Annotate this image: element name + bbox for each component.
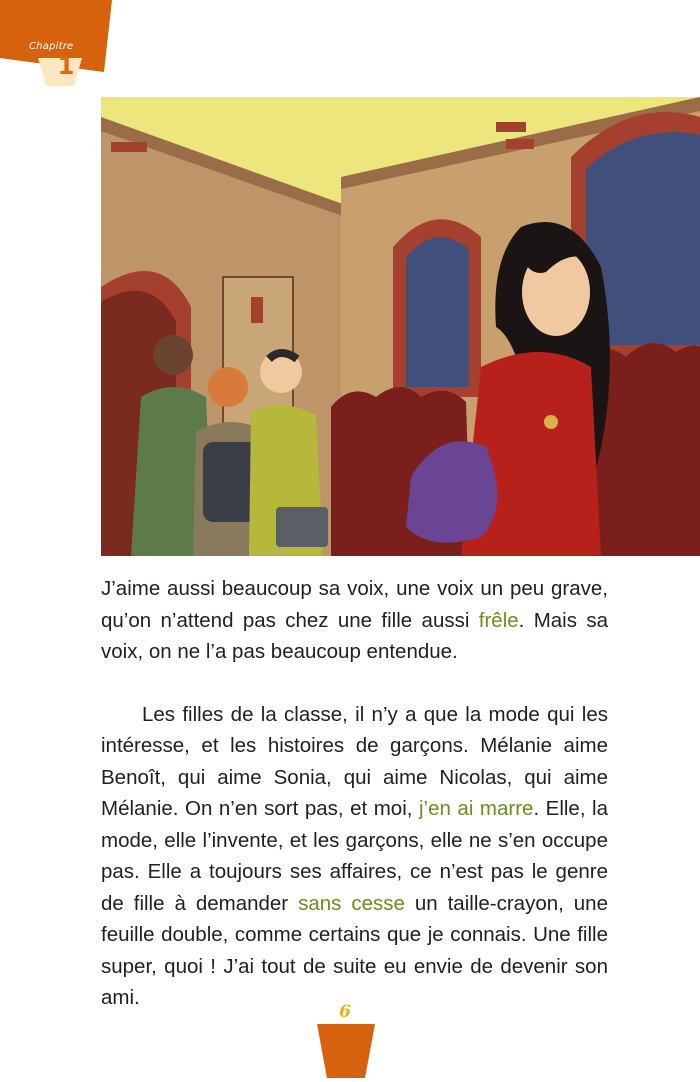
page-number: 6 xyxy=(339,1002,351,1022)
schoolyard-scene-image xyxy=(101,97,700,556)
text-run: . Elle, la mode, elle l’invente, et les garçons, elle ne s’en occupe pas. Elle a toujours ses affaires, ce n’est pas le genre de fille à demander xyxy=(101,797,609,915)
text-run: Les filles de la classe, il n’y a que la mode qui les intéresse, et les histoires de garçons. Mélanie aime Benoît, qui aime Sonia, qui aime Nicolas, qui aime Mélanie. On n’en sort pas, et moi, xyxy=(101,702,608,820)
glossary-term[interactable]: sans cesse xyxy=(298,891,405,915)
page-tab-shape xyxy=(317,1024,375,1078)
page-tab xyxy=(317,1024,375,1078)
glossary-term[interactable]: frêle xyxy=(478,608,519,632)
glossary-term[interactable]: j’en ai marre xyxy=(418,797,534,820)
chapter-label: Chapitre xyxy=(29,41,74,52)
paragraph xyxy=(101,573,608,668)
body-text xyxy=(101,573,608,1014)
chapter-number: 1 xyxy=(57,52,75,80)
text-run: un taille-crayon, une feuille double, comme certains que je connais. Une fille super, quoi ! J’ai tout de suite eu envie de devenir son ami. xyxy=(101,891,608,1009)
chapter-tab xyxy=(0,0,112,90)
text-run: . Mais sa voix, on ne l’a pas beaucoup entendue. xyxy=(101,608,608,663)
paragraph xyxy=(101,699,608,1014)
text-run: J’aime aussi beaucoup sa voix, une voix un peu grave, qu’on n’attend pas chez une fille aussi xyxy=(101,577,608,632)
chapter-illustration xyxy=(101,97,700,556)
